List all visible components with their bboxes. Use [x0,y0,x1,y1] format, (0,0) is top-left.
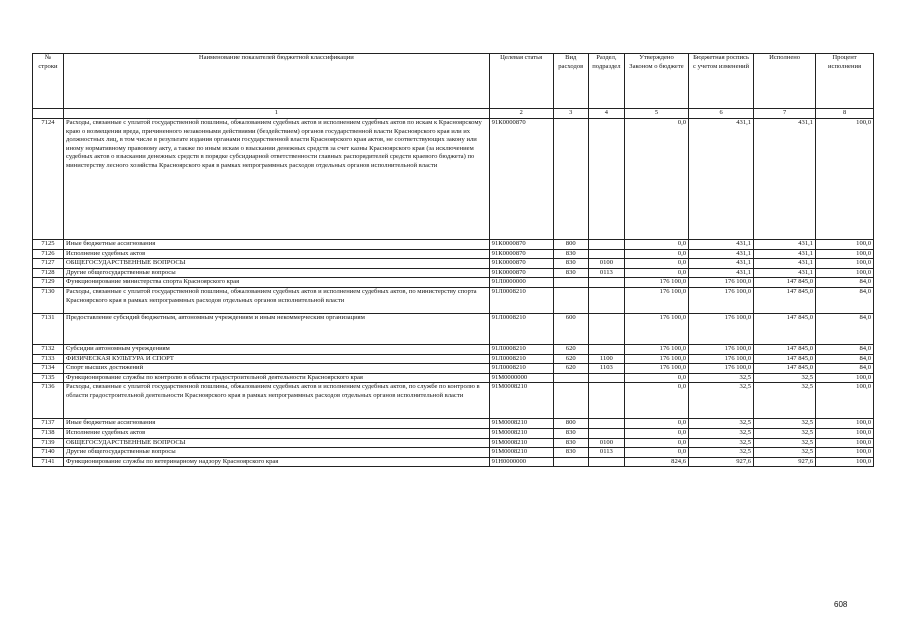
row-budget-cell: 927,6 [689,457,754,467]
table-row [33,383,874,419]
row-approved-cell: 0,0 [624,419,688,429]
row-target-cell: 91М0000000 [489,373,553,383]
row-number-cell: 7140 [33,448,64,458]
row-number-cell: 7136 [33,383,64,419]
header-row-number: № строки [33,54,64,109]
row-approved-cell: 176 100,0 [624,344,688,354]
row-type-cell [553,119,588,240]
col-number-cell: 2 [489,109,553,119]
row-name-cell: ОБЩЕГОСУДАРСТВЕННЫЕ ВОПРОСЫ [63,259,489,269]
row-type-cell: 830 [553,249,588,259]
col-number-cell [33,109,64,119]
row-section-cell: 1103 [588,364,624,374]
row-type-cell [553,287,588,313]
row-target-cell: 91Л0008210 [489,354,553,364]
row-approved-cell: 0,0 [624,259,688,269]
row-executed-cell: 147 845,0 [754,278,816,288]
row-executed-cell: 147 845,0 [754,313,816,344]
table-row [33,438,874,448]
header-target-article: Целевая статья [489,54,553,109]
row-type-cell [553,373,588,383]
table-row [33,419,874,429]
table-row [33,448,874,458]
row-name-cell: Расходы, связанные с уплатой государственной пошлины, обжалованием судебных актов и исполнением судебных актов по искам к Красноярскому краю о возмещении вреда, причиненного незаконными действиями (бездействием) органов государственной власти Красноярского края или их должностных лиц, в том числе в результате издания органами государственной власти Красноярского края актов, не соответствующих закону или иному нормативному правовому акту, а также по иным искам о взыскании денежных средств за счет казны Красноярского края (за исключением судебных актов о взыскании денежных средств в порядке субсидиарной ответственности главных распорядителей средств краевого бюджета) по министерству лесного хозяйства Красноярского края в рамках непрограммных расходов отдельных органов исполнительной власти [63,119,489,240]
row-number-cell: 7133 [33,354,64,364]
col-number-cell: 1 [63,109,489,119]
header-section: Раздел, подраздел [588,54,624,109]
table-row [33,428,874,438]
row-percent-cell: 100,0 [816,240,874,250]
row-type-cell [553,278,588,288]
row-percent-cell: 84,0 [816,344,874,354]
row-executed-cell: 147 845,0 [754,354,816,364]
row-number-cell: 7134 [33,364,64,374]
row-percent-cell: 84,0 [816,278,874,288]
row-budget-cell: 176 100,0 [689,364,754,374]
row-name-cell: Другие общегосударственные вопросы [63,268,489,278]
row-approved-cell: 0,0 [624,119,688,240]
row-percent-cell: 84,0 [816,354,874,364]
row-percent-cell: 100,0 [816,268,874,278]
row-budget-cell: 431,1 [689,249,754,259]
row-name-cell: Функционирование службы по ветеринарному надзору Красноярского края [63,457,489,467]
row-name-cell: Расходы, связанные с уплатой государственной пошлины, обжалованием судебных актов и исполнением судебных актов, по министерству спорта Красноярского края в рамках непрограммных расходов отдельных органов исполнительной власти [63,287,489,313]
row-approved-cell: 176 100,0 [624,278,688,288]
row-number-cell: 7138 [33,428,64,438]
row-type-cell [553,383,588,419]
row-budget-cell: 431,1 [689,119,754,240]
row-approved-cell: 176 100,0 [624,313,688,344]
row-percent-cell: 100,0 [816,383,874,419]
row-section-cell [588,344,624,354]
row-name-cell: Расходы, связанные с уплатой государственной пошлины, обжалованием судебных актов и исполнением судебных актов, по службе по контролю в области градостроительной деятельности Красноярского края в рамках непрограммных расходов отдельных органов исполнительной власти [63,383,489,419]
row-executed-cell: 32,5 [754,419,816,429]
row-executed-cell: 32,5 [754,373,816,383]
header-budget-list: Бюджетная роспись с учетом изменений [689,54,754,109]
row-name-cell: ОБЩЕГОСУДАРСТВЕННЫЕ ВОПРОСЫ [63,438,489,448]
header-indicator-name: Наименование показателей бюджетной классификации [63,54,489,109]
row-section-cell [588,373,624,383]
row-section-cell: 1100 [588,354,624,364]
row-percent-cell: 100,0 [816,448,874,458]
row-budget-cell: 176 100,0 [689,278,754,288]
row-budget-cell: 176 100,0 [689,344,754,354]
col-number-cell: 3 [553,109,588,119]
row-type-cell: 620 [553,344,588,354]
row-budget-cell: 176 100,0 [689,354,754,364]
row-percent-cell: 100,0 [816,457,874,467]
row-type-cell: 620 [553,354,588,364]
row-name-cell: Иные бюджетные ассигнования [63,240,489,250]
row-percent-cell: 100,0 [816,438,874,448]
row-approved-cell: 0,0 [624,249,688,259]
row-executed-cell: 147 845,0 [754,344,816,354]
row-target-cell: 91Л0008210 [489,313,553,344]
row-section-cell: 0113 [588,268,624,278]
row-percent-cell: 84,0 [816,287,874,313]
row-section-cell: 0100 [588,438,624,448]
row-target-cell: 91М0008210 [489,438,553,448]
row-executed-cell: 147 845,0 [754,287,816,313]
row-approved-cell: 0,0 [624,373,688,383]
row-name-cell: Другие общегосударственные вопросы [63,448,489,458]
row-section-cell [588,419,624,429]
row-budget-cell: 32,5 [689,419,754,429]
row-executed-cell: 32,5 [754,428,816,438]
row-approved-cell: 0,0 [624,428,688,438]
row-section-cell [588,313,624,344]
header-percent: Процент исполнения [816,54,874,109]
row-section-cell: 0100 [588,259,624,269]
table-row [33,249,874,259]
row-section-cell [588,428,624,438]
row-target-cell: 91М0008210 [489,448,553,458]
row-budget-cell: 176 100,0 [689,313,754,344]
header-executed: Исполнено [754,54,816,109]
header-expense-type: Вид расходов [553,54,588,109]
row-type-cell: 830 [553,438,588,448]
row-target-cell: 91Л0008210 [489,287,553,313]
row-target-cell: 91К0000870 [489,259,553,269]
row-budget-cell: 431,1 [689,240,754,250]
row-percent-cell: 100,0 [816,428,874,438]
row-target-cell: 91М0008210 [489,419,553,429]
row-target-cell: 91К0000870 [489,268,553,278]
row-percent-cell: 100,0 [816,249,874,259]
table-row [33,119,874,240]
row-approved-cell: 0,0 [624,240,688,250]
row-executed-cell: 32,5 [754,383,816,419]
row-number-cell: 7128 [33,268,64,278]
row-type-cell [553,457,588,467]
budget-table [32,53,874,467]
row-executed-cell: 32,5 [754,448,816,458]
row-type-cell: 800 [553,419,588,429]
row-target-cell: 91Н0000000 [489,457,553,467]
row-name-cell: Иные бюджетные ассигнования [63,419,489,429]
row-executed-cell: 431,1 [754,259,816,269]
row-number-cell: 7125 [33,240,64,250]
row-approved-cell: 176 100,0 [624,287,688,313]
row-section-cell [588,287,624,313]
row-executed-cell: 927,6 [754,457,816,467]
row-percent-cell: 100,0 [816,259,874,269]
col-number-cell: 4 [588,109,624,119]
row-type-cell: 830 [553,259,588,269]
row-percent-cell: 84,0 [816,313,874,344]
row-target-cell: 91К0000870 [489,240,553,250]
row-name-cell: Предоставление субсидий бюджетным, автономным учреждениям и иным некоммерческим организациям [63,313,489,344]
row-executed-cell: 431,1 [754,240,816,250]
header-approved: Утверждено Законом о бюджете [624,54,688,109]
row-number-cell: 7141 [33,457,64,467]
row-target-cell: 91К0000870 [489,249,553,259]
row-target-cell: 91Л0000000 [489,278,553,288]
row-type-cell: 800 [553,240,588,250]
row-target-cell: 91М0008210 [489,428,553,438]
row-budget-cell: 176 100,0 [689,287,754,313]
row-approved-cell: 0,0 [624,438,688,448]
row-target-cell: 91К0000870 [489,119,553,240]
row-section-cell: 0113 [588,448,624,458]
col-number-cell: 6 [689,109,754,119]
row-executed-cell: 147 845,0 [754,364,816,374]
row-approved-cell: 0,0 [624,268,688,278]
row-number-cell: 7129 [33,278,64,288]
table-row [33,344,874,354]
row-budget-cell: 32,5 [689,428,754,438]
row-executed-cell: 431,1 [754,268,816,278]
row-type-cell: 830 [553,428,588,438]
row-number-cell: 7137 [33,419,64,429]
row-budget-cell: 32,5 [689,373,754,383]
col-number-cell: 7 [754,109,816,119]
row-budget-cell: 32,5 [689,438,754,448]
row-type-cell: 620 [553,364,588,374]
table-row [33,457,874,467]
row-number-cell: 7126 [33,249,64,259]
row-name-cell: Функционирование министерства спорта Красноярского края [63,278,489,288]
page-number: 608 [834,600,848,609]
table-row [33,278,874,288]
table-row [33,240,874,250]
row-name-cell: Спорт высших достижений [63,364,489,374]
row-approved-cell: 0,0 [624,383,688,419]
row-target-cell: 91М0008210 [489,383,553,419]
row-percent-cell: 100,0 [816,373,874,383]
row-approved-cell: 176 100,0 [624,364,688,374]
row-number-cell: 7130 [33,287,64,313]
row-section-cell [588,119,624,240]
row-executed-cell: 431,1 [754,249,816,259]
row-number-cell: 7127 [33,259,64,269]
row-number-cell: 7124 [33,119,64,240]
row-number-cell: 7131 [33,313,64,344]
row-number-cell: 7132 [33,344,64,354]
row-name-cell: Функционирование службы по контролю в области градостроительной деятельности Красноярского края [63,373,489,383]
row-section-cell [588,457,624,467]
row-type-cell: 830 [553,268,588,278]
row-section-cell [588,249,624,259]
row-number-cell: 7139 [33,438,64,448]
table-row [33,287,874,313]
table-row [33,373,874,383]
row-percent-cell: 100,0 [816,119,874,240]
row-executed-cell: 431,1 [754,119,816,240]
row-type-cell: 600 [553,313,588,344]
row-section-cell [588,383,624,419]
table-row [33,354,874,364]
table-row [33,364,874,374]
row-budget-cell: 431,1 [689,259,754,269]
row-approved-cell: 824,6 [624,457,688,467]
row-number-cell: 7135 [33,373,64,383]
row-section-cell [588,278,624,288]
table-row [33,313,874,344]
row-percent-cell: 100,0 [816,419,874,429]
row-executed-cell: 32,5 [754,438,816,448]
row-percent-cell: 84,0 [816,364,874,374]
table-row [33,268,874,278]
row-budget-cell: 32,5 [689,448,754,458]
table-row [33,259,874,269]
row-section-cell [588,240,624,250]
row-budget-cell: 32,5 [689,383,754,419]
row-name-cell: Субсидии автономным учреждениям [63,344,489,354]
col-number-cell: 5 [624,109,688,119]
row-target-cell: 91Л0008210 [489,364,553,374]
row-approved-cell: 0,0 [624,448,688,458]
col-number-cell: 8 [816,109,874,119]
row-name-cell: ФИЗИЧЕСКАЯ КУЛЬТУРА И СПОРТ [63,354,489,364]
row-budget-cell: 431,1 [689,268,754,278]
row-name-cell: Исполнение судебных актов [63,428,489,438]
row-approved-cell: 176 100,0 [624,354,688,364]
row-type-cell: 830 [553,448,588,458]
row-name-cell: Исполнение судебных актов [63,249,489,259]
row-target-cell: 91Л0008210 [489,344,553,354]
